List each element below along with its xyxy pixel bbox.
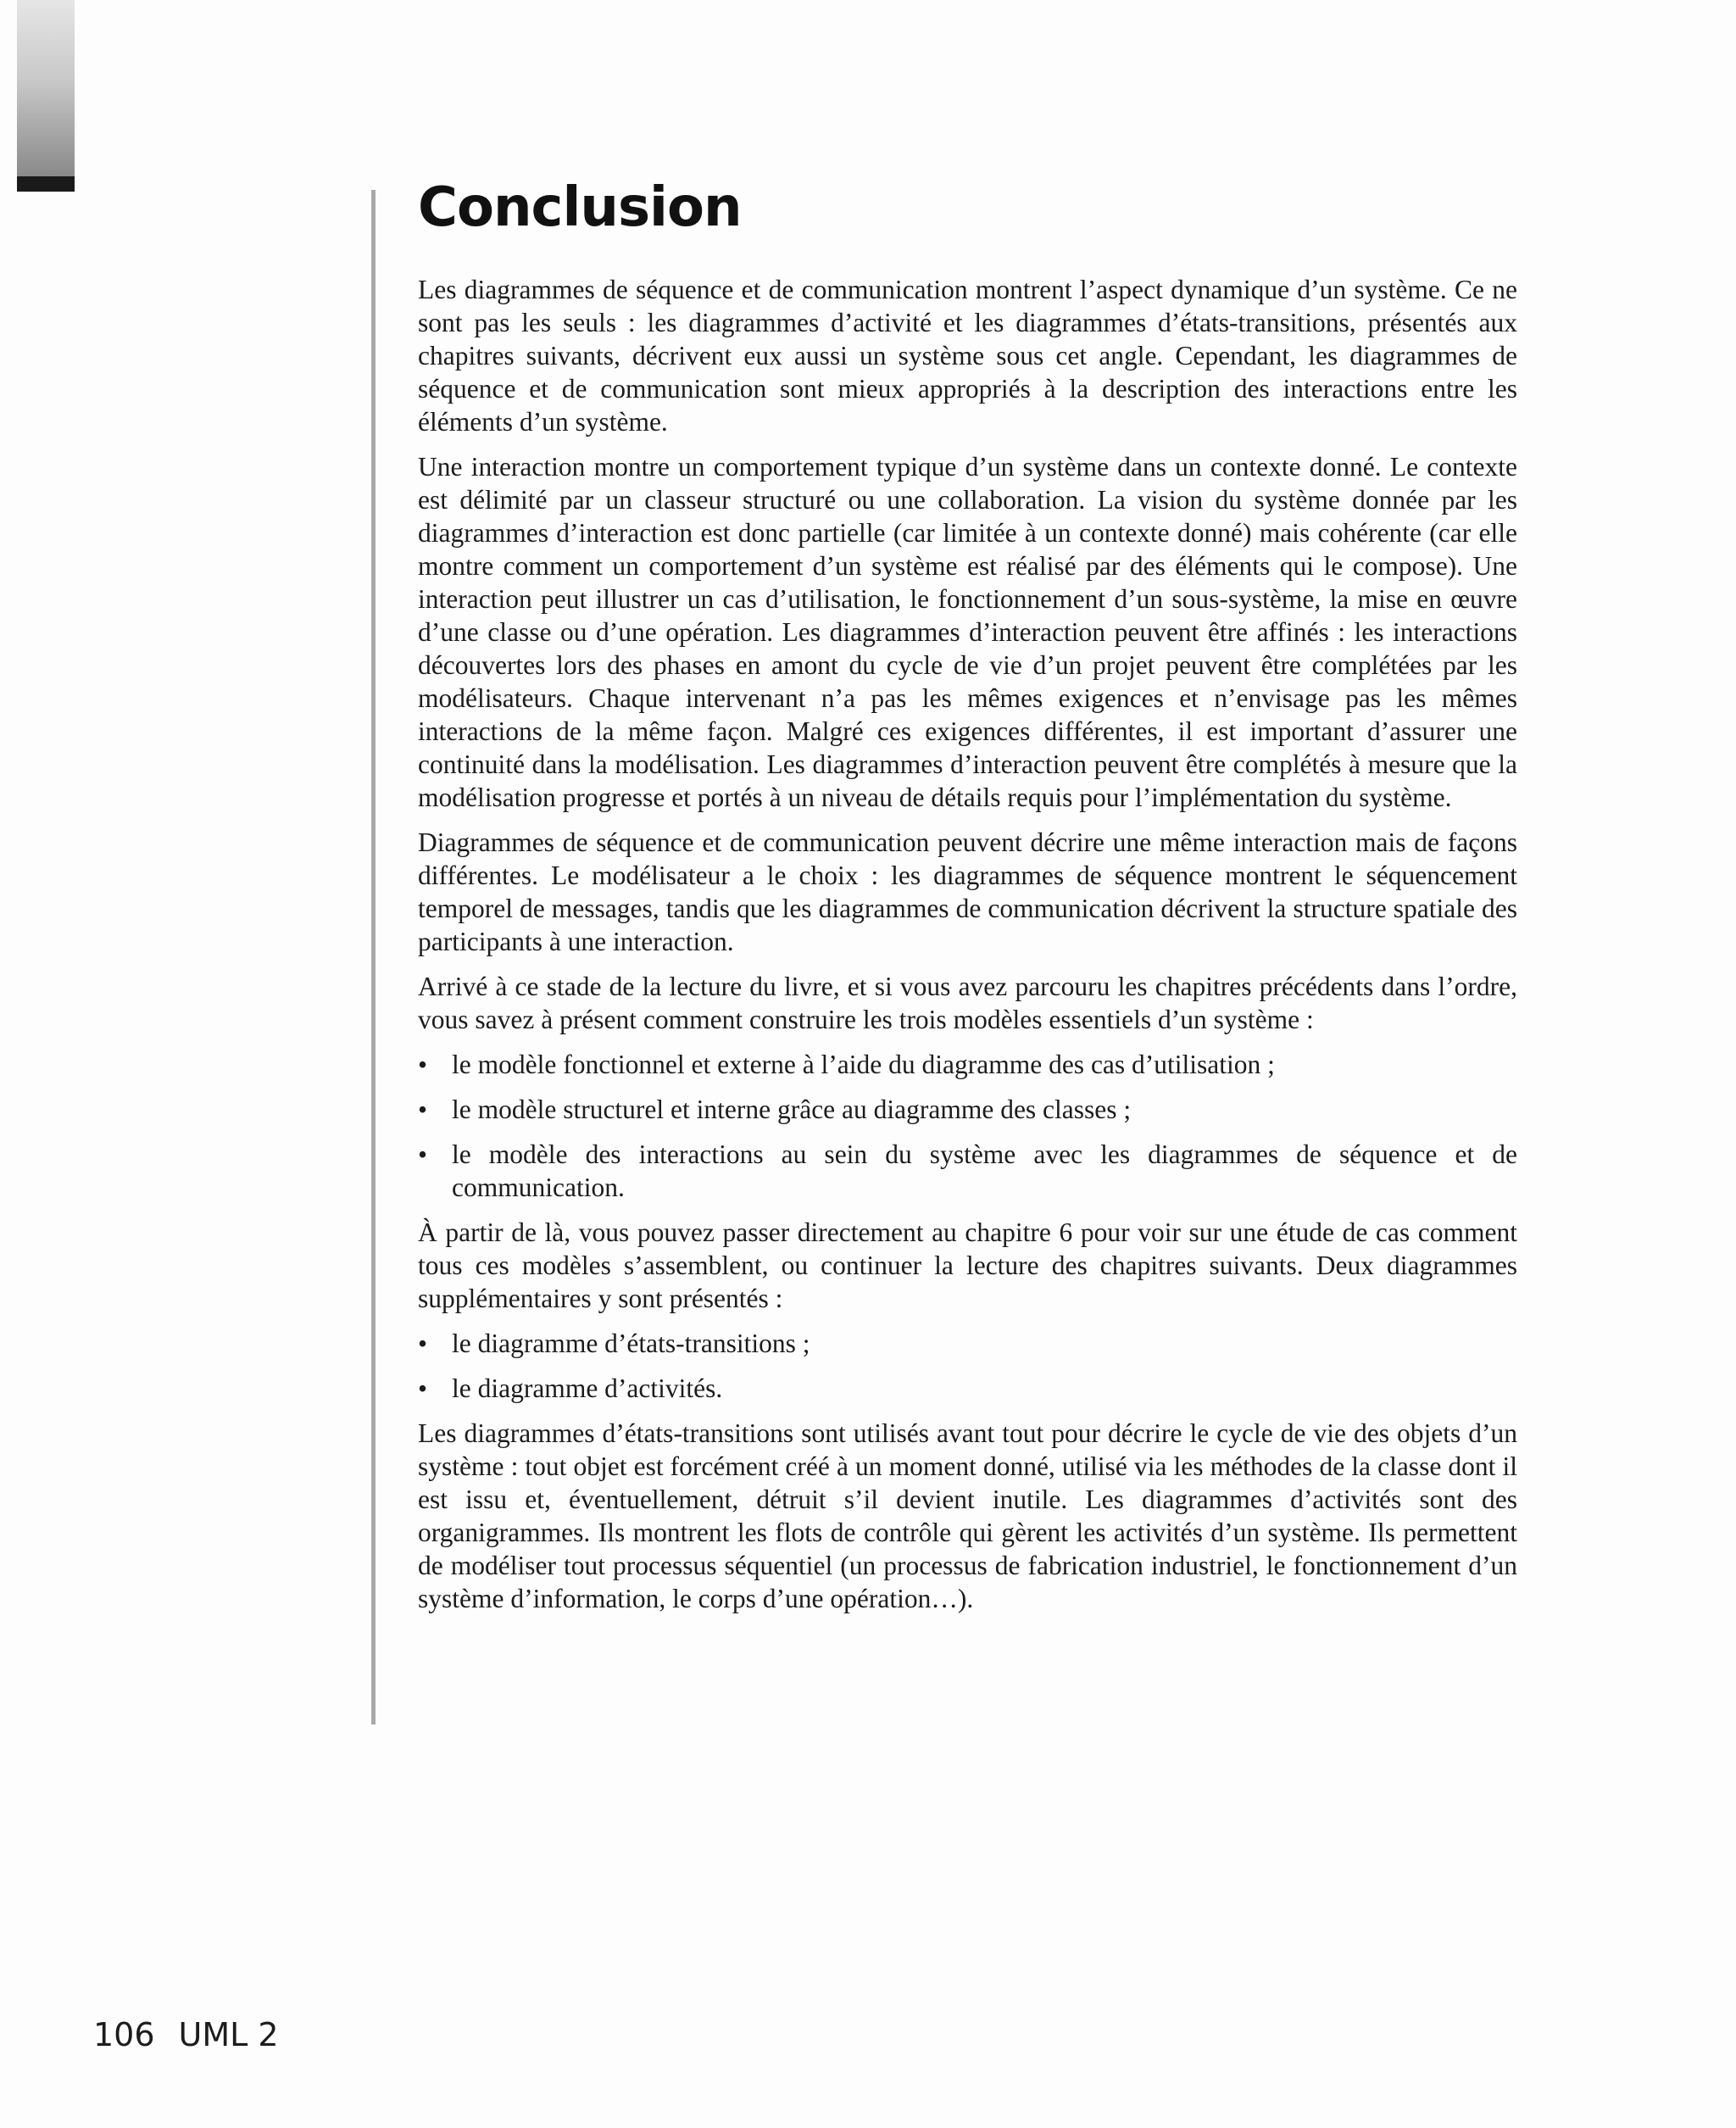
page-number: 106	[93, 2016, 155, 2053]
chapter-tab-bar	[17, 176, 75, 192]
paragraph: Diagrammes de séquence et de communication peuvent décrire une même interaction mais de façons différentes. Le modélisateur a le choix : les diagrammes de séquence montrent le séquencement temporel de messages, tandis que les diagrammes de communication décrivent la structure spatiale des participants à une interaction.	[418, 827, 1517, 956]
paragraph: Les diagrammes d’états-transitions sont utilisés avant tout pour décrire le cycle de vie des objets d’un système : tout objet est forcément créé à un moment donné, utilisé via les méthodes de la classe dont il est issu et, éventuellement, détruit s’il devient inutile. Les diagrammes d’activités sont des organigrammes. Ils montrent les flots de contrôle qui gèrent les activités d’un système. Ils permettent de modéliser tout processus séquentiel (un processus de fabrication industriel, le fonctionnement d’un système d’information, le corps d’une opération…).	[418, 1418, 1517, 1613]
bullet-icon: •	[418, 1373, 428, 1403]
page-content	[418, 170, 1517, 1627]
bullet-icon: •	[418, 1095, 428, 1124]
chapter-tab-marker	[17, 0, 75, 176]
paragraph: Les diagrammes de séquence et de communication montrent l’aspect dynamique d’un système. Ce ne sont pas les seuls : les diagrammes d’activité et les diagrammes d’états-transitions, présentés aux chapitres suivants, décrivent eux aussi un système sous cet angle. Cependant, les diagrammes de séquence et de communication sont mieux appropriés à la description des interactions entre les éléments d’un système.	[418, 275, 1517, 437]
list-item	[418, 1372, 1517, 1405]
paragraph: Une interaction montre un comportement typique d’un système dans un contexte donné. Le contexte est délimité par un classeur structuré ou une collaboration. La vision du système donnée par les diagrammes d’interaction est donc partielle (car limitée à un contexte donné) mais cohérente (car elle montre comment un comportement d’un système est réalisé par des éléments qui le compose). Une interaction peut illustrer un cas d’utilisation, le fonctionnement d’un sous-système, la mise en œuvre d’une classe ou d’une opération. Les diagrammes d’interaction peuvent être affinés : les interactions découvertes lors des phases en amont du cycle de vie d’un projet peuvent être complétées par les modélisateurs. Chaque intervenant n’a pas les mêmes exigences et n’envisage pas les mêmes interactions de la même façon. Malgré ces exigences différentes, il est important d’assurer une continuité dans la modélisation. Les diagrammes d’interaction peuvent être complétés à mesure que la modélisation progresse et portés à un niveau de détails requis pour l’implémentation du système.	[418, 452, 1517, 812]
list-item	[418, 1093, 1517, 1126]
list-item-text: le modèle des interactions au sein du système avec les diagrammes de séquence et de communication.	[452, 1139, 1517, 1202]
list-item	[418, 1048, 1517, 1081]
models-list	[418, 1048, 1517, 1204]
paragraph: Arrivé à ce stade de la lecture du livre, et si vous avez parcouru les chapitres précédents dans l’ordre, vous savez à présent comment construire les trois modèles essentiels d’un système :	[418, 972, 1517, 1034]
margin-rule	[371, 190, 376, 1724]
list-item	[418, 1138, 1517, 1204]
list-item	[418, 1327, 1517, 1360]
list-item-text: le modèle structurel et interne grâce au diagramme des classes ;	[452, 1095, 1132, 1124]
list-item-text: le diagramme d’états-transitions ;	[452, 1329, 810, 1358]
section-title: Conclusion	[418, 176, 742, 239]
book-title: UML 2	[178, 2016, 279, 2053]
paragraph: À partir de là, vous pouvez passer directement au chapitre 6 pour voir sur une étude de cas comment tous ces modèles s’assemblent, ou continuer la lecture des chapitres suivants. Deux diagrammes supplémentaires y sont présentés :	[418, 1217, 1517, 1313]
list-item-text: le diagramme d’activités.	[452, 1373, 723, 1403]
bullet-icon: •	[418, 1139, 428, 1169]
bullet-icon: •	[418, 1329, 428, 1358]
page-footer	[93, 2016, 279, 2053]
list-item-text: le modèle fonctionnel et externe à l’aide du diagramme des cas d’utilisation ;	[452, 1050, 1275, 1079]
diagrams-list	[418, 1327, 1517, 1405]
bullet-icon: •	[418, 1050, 428, 1079]
